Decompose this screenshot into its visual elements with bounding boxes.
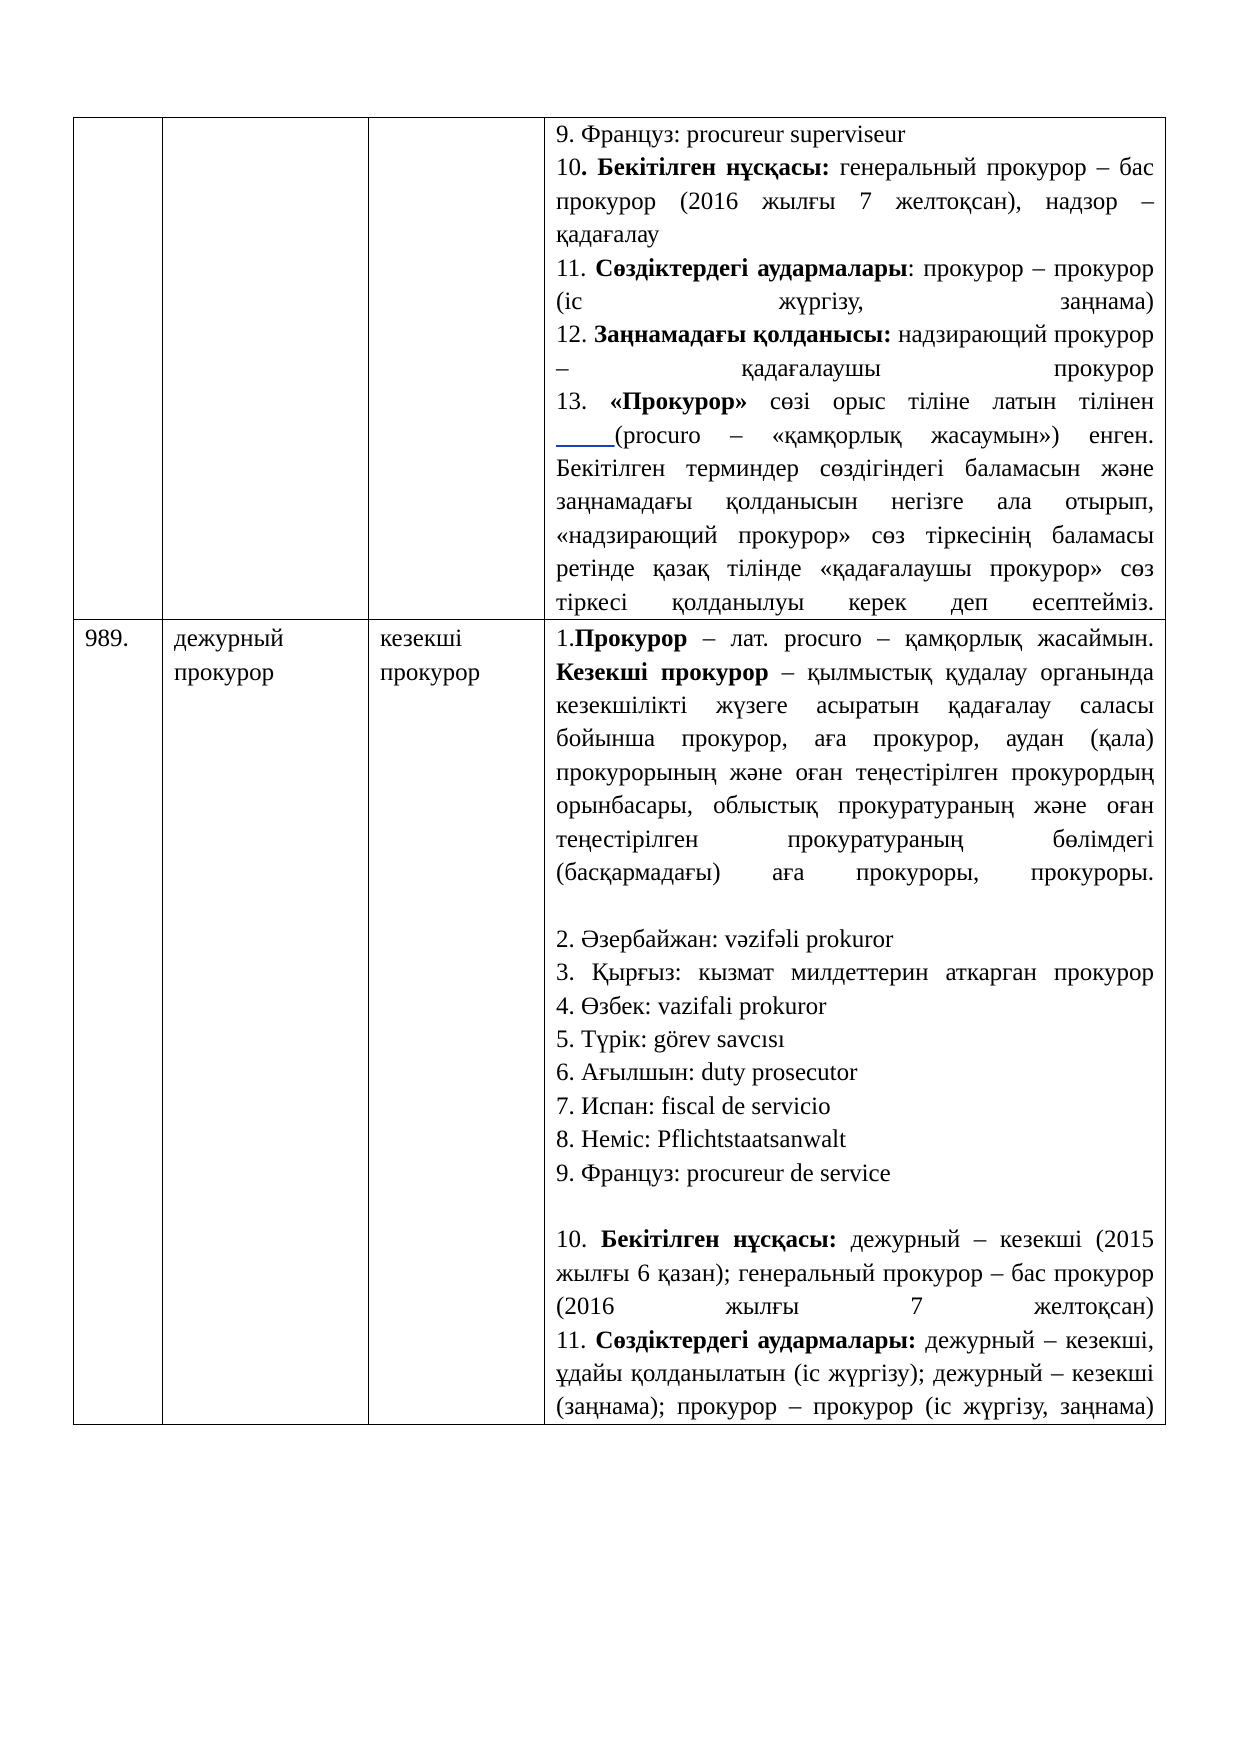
spacer — [556, 1190, 1154, 1223]
row-number-cell — [74, 118, 163, 620]
table-row — [74, 620, 1166, 1425]
hyperlink[interactable] — [556, 422, 615, 449]
definition: Кезекші прокурор – қылмыстық қудалау органында кезекшілікті жүзеге асыратын қадағалау саласы бойынша прокурор, аға прокурор, аудан (қала) прокурорының және оған теңестірілген прокурордың орынбасары, облыстық прокуратураның және оған теңестірілген прокуратураның бөлімдегі (басқармадағы) аға прокуроры, прокуроры. — [556, 658, 1154, 886]
table-row — [74, 118, 1166, 620]
etymology-label: Прокурор — [574, 625, 688, 653]
translation-spanish: 7. Испан: fiscal de servicio — [556, 1092, 831, 1120]
etymology-label: «Прокурор» — [609, 388, 748, 416]
approved-version: 10. Бекітілген нұсқасы: генеральный прокурор – бас прокурор (2016 жылғы 7 желтоқсан), надзор – қадағалау — [556, 154, 1154, 249]
dictionary-translations-label: Сөздіктердегі аудармалары: — [595, 1326, 917, 1354]
translation-french: 9. Француз: procureur de service — [556, 1159, 891, 1187]
translation-french: 9. Француз: procureur superviseur — [556, 121, 906, 148]
etymology: 13. «Прокурор» сөзі орыс тіліне латын тілінен (procuro – «қамқорлық жасаумын») енген. — [556, 388, 1154, 449]
translation-kyrgyz: 3. Қырғыз: кызмат милдеттерин аткарган прокурор — [556, 959, 1154, 987]
approved-version-label: . Бекітілген нұсқасы: — [581, 154, 830, 182]
row-number-cell: 989. — [74, 620, 163, 1425]
definition-label: Кезекші прокурор — [556, 658, 769, 686]
kazakh-term-cell: кезекші прокурор — [369, 620, 545, 1425]
dictionary-translations: 11. Сөздіктердегі аудармалары: прокурор – прокурор (іс жүргізу, заңнама) — [556, 254, 1154, 316]
translation-english: 6. Ағылшын: duty prosecutor — [556, 1059, 858, 1087]
conclusion-text: Бекітілген терминдер сөздігіндегі баламасын және заңнамадағы қолданысын негізге ала отырып, «надзирающий прокурор» сөз тіркесінің баламасы ретінде қазақ тілінде «қадағалаушы прокурор» сөз тіркесі қолданылуы керек деп есептейміз. — [556, 455, 1154, 616]
translation-azerbaijani: 2. Әзербайжан: vəzifəli prokuror — [556, 925, 894, 953]
translation-uzbek: 4. Өзбек: vazifali prokuror — [556, 992, 827, 1020]
russian-term-cell — [163, 118, 369, 620]
legislation-usage-label: Заңнамадағы қолданысы: — [593, 321, 892, 349]
dictionary-translations-label: Сөздіктердегі аудармалары — [595, 254, 908, 282]
translation-german: 8. Неміс: Pflichtstaatsanwalt — [556, 1126, 847, 1154]
etymology: 1.Прокурор – лат. procuro – қамқорлық жасаймын. — [556, 625, 1154, 653]
russian-term-cell: дежурный прокурор — [163, 620, 369, 1425]
translation-turkish: 5. Түрік: görev savcısı — [556, 1025, 785, 1053]
legislation-usage: 12. Заңнамадағы қолданысы: надзирающий прокурор – қадағалаушы прокурор — [556, 321, 1154, 382]
description-cell — [545, 620, 1166, 1425]
description-cell — [545, 118, 1166, 620]
spacer — [556, 889, 1154, 922]
terms-table — [73, 117, 1166, 1425]
kazakh-term-cell — [369, 118, 545, 620]
approved-version: 10. Бекітілген нұсқасы: дежурный – кезекші (2015 жылғы 6 қазан); генеральный прокурор – бас прокурор (2016 жылғы 7 желтоқсан) — [556, 1226, 1154, 1321]
dictionary-translations: 11. Сөздіктердегі аудармалары: дежурный – кезекші, ұдайы қолданылатын (іс жүргізу); дежурный – кезекші (заңнама); прокурор – прокурор (іс жүргізу, заңнама) — [556, 1326, 1154, 1421]
approved-version-label: Бекітілген нұсқасы: — [600, 1226, 837, 1254]
